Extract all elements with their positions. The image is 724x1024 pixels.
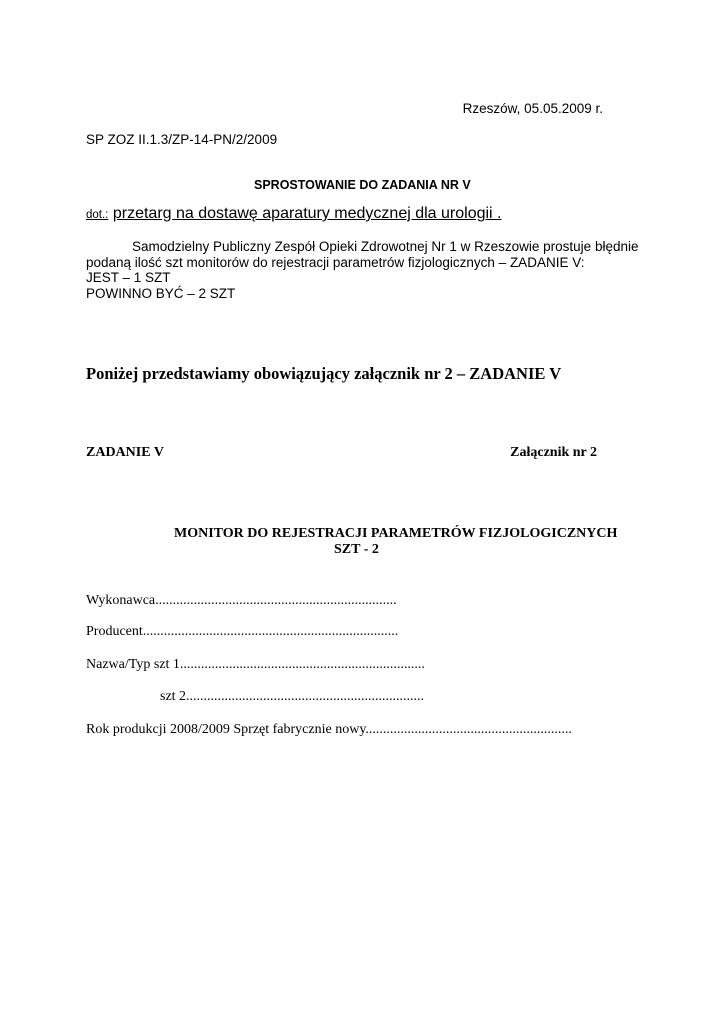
type-field-1: Nazwa/Typ szt 1...................................................................... xyxy=(86,657,425,672)
task-label: ZADANIE V xyxy=(86,445,164,460)
production-year-field: Rok produkcji 2008/2009 Sprzęt fabrycznie nowy........................................................... xyxy=(86,722,572,737)
body-line: podaną ilość szt monitorów do rejestracji parametrów fizjologicznych – ZADANIE V: xyxy=(86,254,585,270)
body-line: Samodzielny Publiczny Zespół Opieki Zdrowotnej Nr 1 w Rzeszowie prostuje błędnie xyxy=(132,239,639,254)
body-line-is: JEST – 1 SZT xyxy=(86,270,171,285)
device-title xyxy=(86,526,706,558)
subject-line xyxy=(86,205,502,223)
type-field-2: szt 2.................................................................... xyxy=(160,689,425,704)
subject-text: przetarg na dostawę aparatury medycznej dla urologii . xyxy=(112,205,502,222)
contractor-field: Wykonawca..................................................................... xyxy=(86,593,397,608)
device-quantity: SZT - 2 xyxy=(334,542,379,557)
device-title-line: MONITOR DO REJESTRACJI PARAMETRÓW FIZJOLOGICZNYCH xyxy=(174,526,618,541)
reference-number: SP ZOZ II.1.3/ZP-14-PN/2/2009 xyxy=(86,132,278,147)
place-date: Rzeszów, 05.05.2009 r. xyxy=(462,101,603,116)
correction-title: SPROSTOWANIE DO ZADANIA NR V xyxy=(254,178,471,192)
correction-body xyxy=(86,239,646,301)
producer-field: Producent......................................................................... xyxy=(86,624,399,639)
body-line-should-be: POWINNO BYĆ – 2 SZT xyxy=(86,285,236,301)
intro-heading: Poniżej przedstawiamy obowiązujący załącznik nr 2 – ZADANIE V xyxy=(86,364,562,383)
attachment-label: Załącznik nr 2 xyxy=(510,445,597,460)
subject-prefix: dot.: xyxy=(86,209,109,221)
